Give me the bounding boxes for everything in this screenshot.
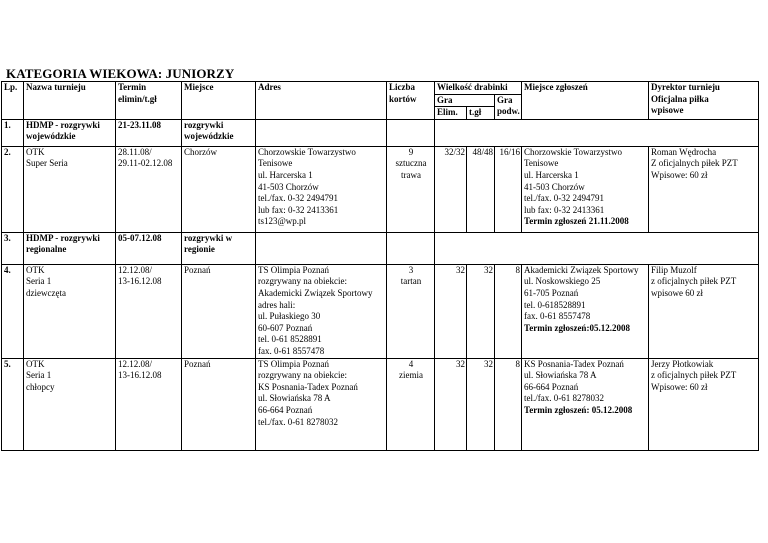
cell-line: HDMP - rozgrywki xyxy=(26,119,100,130)
cell-kortow xyxy=(387,264,435,358)
cell-line: fax. 0-61 8557478 xyxy=(524,311,591,322)
cell-line: Akademicki Związek Sportowy xyxy=(524,264,639,275)
cell-kortow xyxy=(387,146,435,232)
cell-line: tartan xyxy=(400,276,422,287)
cell-line: 41-503 Chorzów xyxy=(524,181,585,192)
cell-line: HDMP - rozgrywki xyxy=(26,232,100,243)
cell-line: Poznań xyxy=(184,358,211,369)
cell-dyrektor xyxy=(649,264,759,358)
header-miejsce: Miejsce xyxy=(182,82,256,120)
header-termin-line: elimin/t.gł xyxy=(118,93,157,104)
cell-line: 3 xyxy=(408,264,414,275)
cell-line: TS Olimpia Poznań xyxy=(258,264,329,275)
cell-line: wpisowe 60 zł xyxy=(651,287,704,298)
header-dyrektor xyxy=(649,82,759,120)
cell-nazwa xyxy=(24,232,116,264)
cell-miejsce xyxy=(182,146,256,232)
cell-nazwa xyxy=(24,264,116,358)
cell-line: tel. 0-618528891 xyxy=(524,299,586,310)
page-title: KATEGORIA WIEKOWA: JUNIORZY xyxy=(6,66,235,81)
cell-line: chłopcy xyxy=(26,381,55,392)
cell-line: 13-16.12.08 xyxy=(118,276,162,287)
cell-tgl: 32 xyxy=(467,358,495,450)
cell-merged xyxy=(435,119,759,146)
cell-line: ul. Harcerska 1 xyxy=(524,169,579,180)
cell-lp: 3. xyxy=(2,232,24,264)
cell-elim: 32 xyxy=(435,264,467,358)
table-row xyxy=(2,358,759,450)
cell-zgloszen xyxy=(522,358,649,450)
cell-line: ul. Słowiańska 78 A xyxy=(258,393,331,404)
cell-dyrektor xyxy=(649,358,759,450)
cell-line: KS Posnania-Tadex Poznań xyxy=(258,381,358,392)
cell-line: adres hali: xyxy=(258,299,296,310)
tournament-table xyxy=(1,81,759,451)
cell-lp: 4. xyxy=(2,264,24,358)
cell-line: 28.11.08/ xyxy=(118,146,152,157)
header-dyrektor-line: Oficjalna piłka xyxy=(651,93,709,104)
header-tgl: t.gł xyxy=(467,107,495,120)
cell-nazwa xyxy=(24,146,116,232)
cell-termin xyxy=(116,146,182,232)
cell-line: Chorzów xyxy=(184,146,217,157)
cell-line: wojewódzkie xyxy=(26,131,76,142)
header-gra-singles: Gra xyxy=(435,94,495,107)
cell-elim: 32/32 xyxy=(435,146,467,232)
cell-line: Seria 1 xyxy=(26,276,52,287)
table-row xyxy=(2,146,759,232)
cell-line: 66-664 Poznań xyxy=(258,404,313,415)
deadline-label: Termin zgłoszeń 21.11.2008 xyxy=(524,216,629,227)
cell-miejsce xyxy=(182,264,256,358)
cell-line: 29.11-02.12.08 xyxy=(118,158,173,169)
cell-lp: 5. xyxy=(2,358,24,450)
cell-tgl: 32 xyxy=(467,264,495,358)
deadline-label: Termin zgłoszeń: 05.12.2008 xyxy=(524,404,633,415)
cell-line: Poznań xyxy=(184,264,211,275)
cell-line: OTK xyxy=(26,358,45,369)
cell-line: 12.12.08/ xyxy=(118,358,153,369)
header-dyrektor-line: wpisowe xyxy=(651,105,684,116)
table-row xyxy=(2,232,759,264)
cell-miejsce xyxy=(182,358,256,450)
header-drabinki: Wielkość drabinki xyxy=(435,82,522,95)
cell-line: 41-503 Chorzów xyxy=(258,181,319,192)
cell-line: Z oficjalnych piłek PZT xyxy=(651,158,738,169)
cell-adres xyxy=(256,146,387,232)
cell-line: Tenisowe xyxy=(524,158,559,169)
cell-zgloszen xyxy=(522,264,649,358)
cell-line: 61-705 Poznań xyxy=(524,287,579,298)
cell-merged xyxy=(435,232,759,264)
cell-line: lub fax: 0-32 2413361 xyxy=(258,204,339,215)
cell-termin xyxy=(116,119,182,146)
cell-zgloszen xyxy=(522,146,649,232)
cell-line: 13-16.12.08 xyxy=(118,370,162,381)
cell-line: trawa xyxy=(401,169,421,180)
cell-line: Chorzowskie Towarzystwo xyxy=(258,146,356,157)
table-row xyxy=(2,119,759,146)
cell-termin xyxy=(116,358,182,450)
cell-line: Super Seria xyxy=(26,158,68,169)
cell-line: tel./fax. 0-32 2494791 xyxy=(524,193,605,204)
cell-line: Roman Wędrocha xyxy=(651,146,717,157)
cell-line: 12.12.08/ xyxy=(118,264,153,275)
cell-line: tel./fax. 0-61 8278032 xyxy=(258,416,338,427)
cell-kortow xyxy=(387,232,435,264)
cell-line: ul. Noskowskiego 25 xyxy=(524,276,601,287)
cell-line: Akademicki Związek Sportowy xyxy=(258,287,373,298)
cell-termin xyxy=(116,264,182,358)
cell-line: tel./fax. 0-61 8278032 xyxy=(524,393,605,404)
header-dyrektor-line: Dyrektor turnieju xyxy=(651,82,720,92)
header-zgloszen: Miejsce zgłoszeń xyxy=(522,82,649,120)
cell-line: fax. 0-61 8557478 xyxy=(258,345,325,356)
cell-line: regionalne xyxy=(26,244,67,255)
header-lp: Lp. xyxy=(2,82,24,120)
cell-line: Wpisowe: 60 zł xyxy=(651,169,708,180)
cell-line: Tenisowe xyxy=(258,158,293,169)
cell-line: rozgrywany na obiekcie: xyxy=(258,276,347,287)
cell-line: sztuczna xyxy=(395,158,427,169)
cell-line: wojewódzkie xyxy=(184,131,234,142)
cell-line: 60-607 Poznań xyxy=(258,322,313,333)
cell-line: rozgrywki xyxy=(184,119,224,130)
header-gra-doubles xyxy=(495,94,522,119)
cell-line: Seria 1 xyxy=(26,370,52,381)
header-nazwa: Nazwa turnieju xyxy=(24,82,116,120)
cell-line: Wpisowe: 60 zł xyxy=(651,381,708,392)
cell-line: ul. Słowiańska 78 A xyxy=(524,370,597,381)
cell-line: OTK xyxy=(26,146,45,157)
header-termin xyxy=(116,82,182,120)
cell-line: z oficjalnych piłek PZT xyxy=(651,370,737,381)
cell-kortow xyxy=(387,358,435,450)
cell-line: dziewczęta xyxy=(26,287,66,298)
cell-line: 4 xyxy=(408,358,414,369)
cell-elim: 32 xyxy=(435,358,467,450)
header-podw: podw. xyxy=(497,106,520,117)
deadline-label: Termin zgłoszeń:05.12.2008 xyxy=(524,322,630,333)
cell-line: Filip Muzolf xyxy=(651,264,697,275)
cell-line: 05-07.12.08 xyxy=(118,232,162,243)
cell-line: KS Posnania-Tadex Poznań xyxy=(524,358,624,369)
cell-line: Chorzowskie Towarzystwo xyxy=(524,146,622,157)
cell-podw: 16/16 xyxy=(495,146,522,232)
cell-podw: 8 xyxy=(495,264,522,358)
cell-line: rozgrywany na obiekcie: xyxy=(258,370,347,381)
header-termin-line: Termin xyxy=(118,82,147,92)
header-kortow-line: Liczba xyxy=(389,82,415,92)
cell-line: z oficjalnych piłek PZT xyxy=(651,276,737,287)
cell-line: 9 xyxy=(408,146,414,157)
header-kortow-line: kortów xyxy=(389,93,417,104)
cell-line: TS Olimpia Poznań xyxy=(258,358,329,369)
cell-line: OTK xyxy=(26,264,45,275)
cell-miejsce xyxy=(182,119,256,146)
header-gra-doubles-line: Gra xyxy=(497,94,513,105)
header-adres: Adres xyxy=(256,82,387,120)
cell-podw: 8 xyxy=(495,358,522,450)
cell-nazwa xyxy=(24,119,116,146)
cell-nazwa xyxy=(24,358,116,450)
header-kortow xyxy=(387,82,435,120)
cell-line: ts123@wp.pl xyxy=(258,216,307,227)
cell-line: 21-23.11.08 xyxy=(118,119,162,130)
cell-tgl: 48/48 xyxy=(467,146,495,232)
cell-line: ziemia xyxy=(399,370,423,381)
cell-lp: 1. xyxy=(2,119,24,146)
cell-line: regionie xyxy=(184,244,215,255)
header-elim: Elim. xyxy=(435,107,467,120)
table-row xyxy=(2,264,759,358)
cell-line: Jerzy Płotkowiak xyxy=(651,358,714,369)
cell-line: ul. Harcerska 1 xyxy=(258,169,313,180)
cell-lp: 2. xyxy=(2,146,24,232)
cell-kortow xyxy=(387,119,435,146)
cell-adres xyxy=(256,264,387,358)
cell-line: ul. Pułaskiego 30 xyxy=(258,311,321,322)
cell-adres xyxy=(256,119,387,146)
cell-adres xyxy=(256,358,387,450)
cell-line: tel./fax. 0-32 2494791 xyxy=(258,193,338,204)
cell-miejsce xyxy=(182,232,256,264)
cell-line: tel. 0-61 8528891 xyxy=(258,334,322,345)
cell-line: 66-664 Poznań xyxy=(524,381,579,392)
cell-termin xyxy=(116,232,182,264)
cell-line: lub fax: 0-32 2413361 xyxy=(524,204,605,215)
cell-line: rozgrywki w xyxy=(184,232,233,243)
cell-dyrektor xyxy=(649,146,759,232)
cell-adres xyxy=(256,232,387,264)
